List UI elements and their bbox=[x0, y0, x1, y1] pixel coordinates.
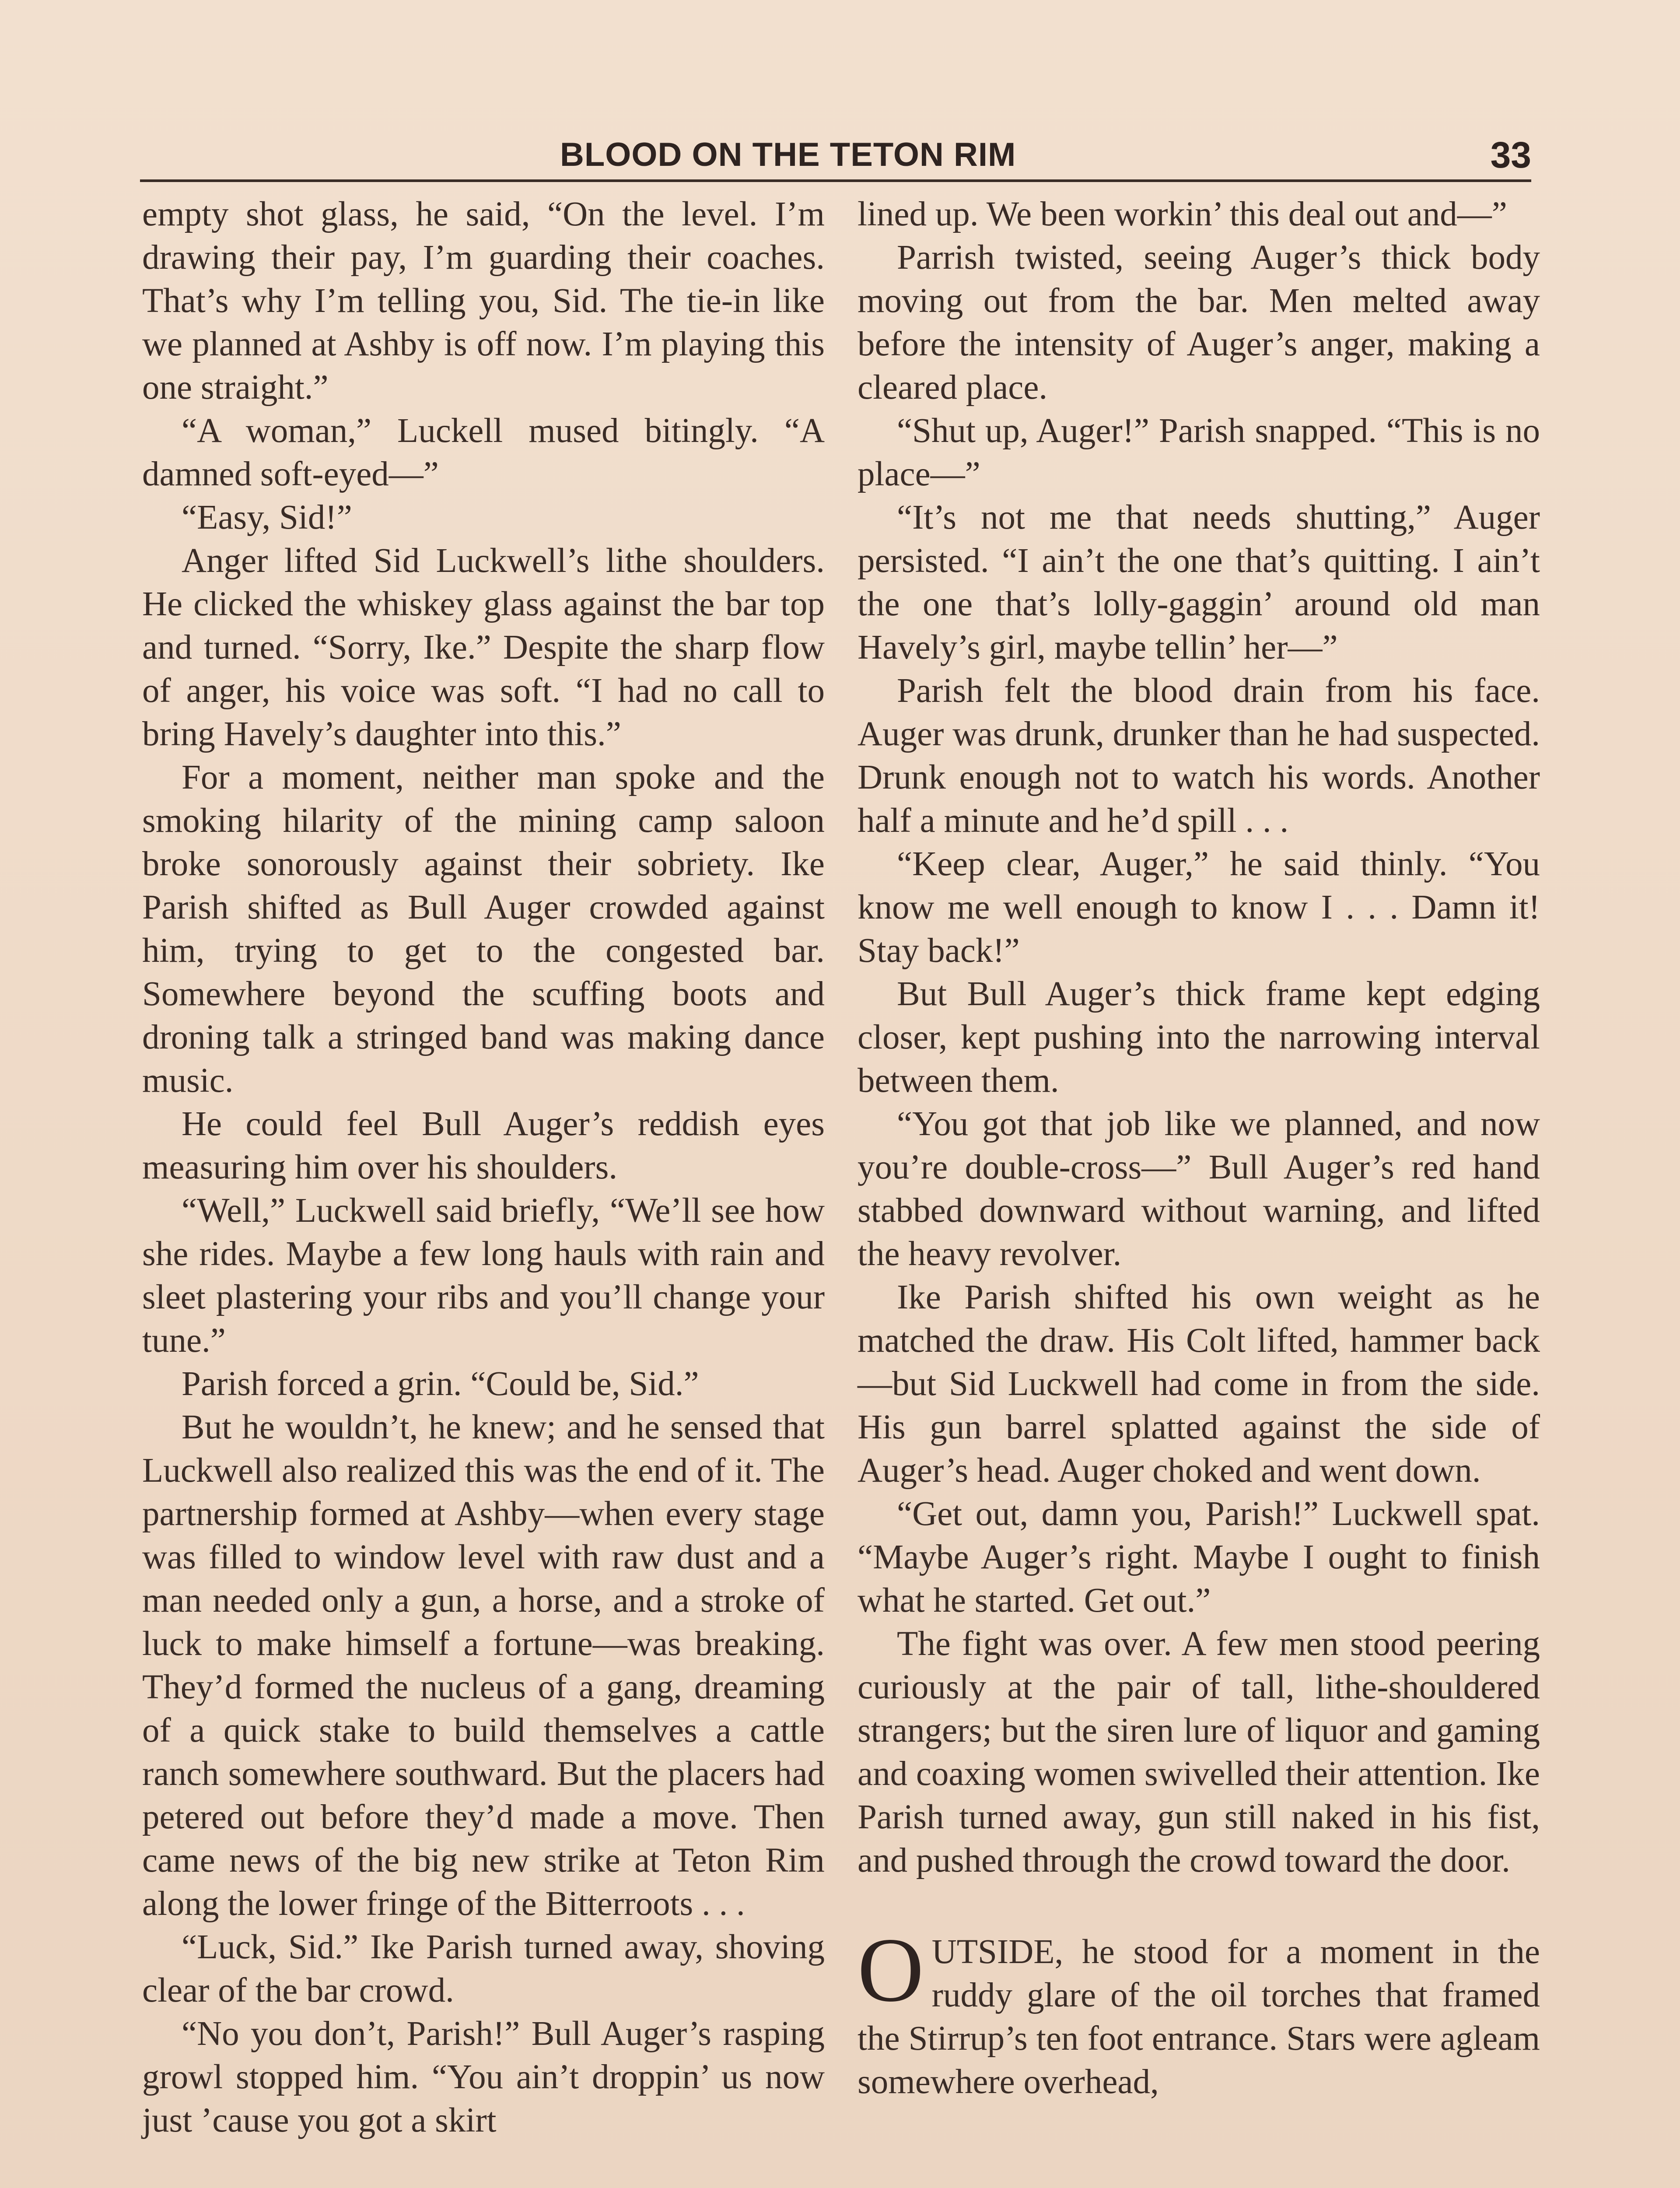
paragraph: Parish felt the blood drain from his face. Auger was drunk, drunker than he had suspected. Drunk enough not to watch his words. Another half a minute and he’d spill . . . bbox=[858, 672, 1540, 840]
paragraph: “No you don’t, Parish!” Bull Auger’s rasping growl stopped him. “You ain’t droppin’ us now just ’cause you got a skirt bbox=[142, 2015, 825, 2139]
paragraph: “It’s not me that needs shutting,” Auger persisted. “I ain’t the one that’s quitting. I ain’t the one that’s lolly-gaggin’ around old man Havely’s girl, maybe tellin’ her—” bbox=[858, 498, 1540, 666]
page-number: 33 bbox=[1490, 134, 1531, 175]
drop-cap: O bbox=[858, 1919, 924, 2021]
paragraph: “Shut up, Auger!” Parish snapped. “This is no place—” bbox=[858, 412, 1540, 493]
paragraph: He could feel Bull Auger’s reddish eyes measuring him over his shoulders. bbox=[142, 1105, 825, 1186]
paragraph: “Well,” Luckwell said briefly, “We’ll see how she rides. Maybe a few long hauls with rain and sleet plastering your ribs and you’ll change your tune.” bbox=[142, 1192, 825, 1360]
paragraph: Ike Parish shifted his own weight as he matched the draw. His Colt lifted, hammer back—but Sid Luckwell had come in from the side. His gun barrel splatted against the side of Auger’s head. Auger choked and went down. bbox=[858, 1278, 1540, 1490]
story-title: BLOOD ON THE TETON RIM bbox=[560, 136, 1016, 173]
paragraph: Anger lifted Sid Luckwell’s lithe shoulders. He clicked the whiskey glass against the bar top and turned. “Sorry, Ike.” Despite the sharp flow of anger, his voice was soft. “I had no call to bring Havely’s daughter into this.” bbox=[142, 542, 825, 753]
paragraph: “Luck, Sid.” Ike Parish turned away, shoving clear of the bar crowd. bbox=[142, 1928, 825, 2009]
running-header bbox=[140, 131, 1531, 182]
right-column bbox=[858, 193, 1540, 2104]
paragraph: For a moment, neither man spoke and the smoking hilarity of the mining camp saloon broke sonorously against their sobriety. Ike Parish shifted as Bull Auger crowded against him, trying to get to the congested bar. Somewhere beyond the scuffing boots and droning talk a stringed band was making dance music. bbox=[142, 758, 825, 1100]
paragraph: But he wouldn’t, he knew; and he sensed that Luckwell also realized this was the end of it. The partnership formed at Ashby—when every stage was filled to window level with raw dust and a man needed only a gun, a horse, and a stroke of luck to make himself a fortune—was breaking. They’d formed the nucleus of a gang, dreaming of a quick stake to build themselves a cattle ranch somewhere southward. But the placers had petered out before they’d made a move. Then came news of the big new strike at Teton Rim along the lower fringe of the Bitterroots . . . bbox=[142, 1408, 825, 1923]
section-opening-paragraph bbox=[858, 1919, 1540, 2104]
paragraph: “Easy, Sid!” bbox=[182, 498, 352, 536]
paragraph: The fight was over. A few men stood peering curiously at the pair of tall, lithe-shouldered strangers; but the siren lure of liquor and gaming and coaxing women swivelled their attention. Ike Parish turned away, gun still naked in his fist, and pushed through the crowd toward the door. bbox=[858, 1625, 1540, 1879]
paragraph: Parrish twisted, seeing Auger’s thick body moving out from the bar. Men melted away before the intensity of Auger’s anger, making a cleared place. bbox=[858, 238, 1540, 407]
paragraph: empty shot glass, he said, “On the level. I’m drawing their pay, I’m guarding their coaches. That’s why I’m telling you, Sid. The tie-in like we planned at Ashby is off now. I’m playing this one straight.” bbox=[142, 195, 825, 407]
paragraph: Parish forced a grin. “Could be, Sid.” bbox=[182, 1365, 699, 1403]
paragraph: “Get out, damn you, Parish!” Luckwell spat. “Maybe Auger’s right. Maybe I ought to finish what he started. Get out.” bbox=[858, 1495, 1540, 1620]
paragraph: “Keep clear, Auger,” he said thinly. “You know me well enough to know I . . . Damn it! Stay back!” bbox=[858, 845, 1540, 970]
paragraph: lined up. We been workin’ this deal out and—” bbox=[858, 195, 1507, 233]
left-column bbox=[142, 193, 825, 2142]
paragraph: “A woman,” Luckell mused bitingly. “A damned soft-eyed—” bbox=[142, 412, 825, 493]
paragraph: But Bull Auger’s thick frame kept edging closer, kept pushing into the narrowing interval between them. bbox=[858, 975, 1540, 1100]
paragraph: “You got that job like we planned, and now you’re double-cross—” Bull Auger’s red hand stabbed downward without warning, and lifted the heavy revolver. bbox=[858, 1105, 1540, 1273]
section-break bbox=[858, 1882, 1540, 1930]
section-opening-text: UTSIDE, he stood for a moment in the ruddy glare of the oil torches that framed the Stirrup’s ten foot entrance. Stars were agleam somewhere overhead, bbox=[858, 1933, 1540, 2101]
